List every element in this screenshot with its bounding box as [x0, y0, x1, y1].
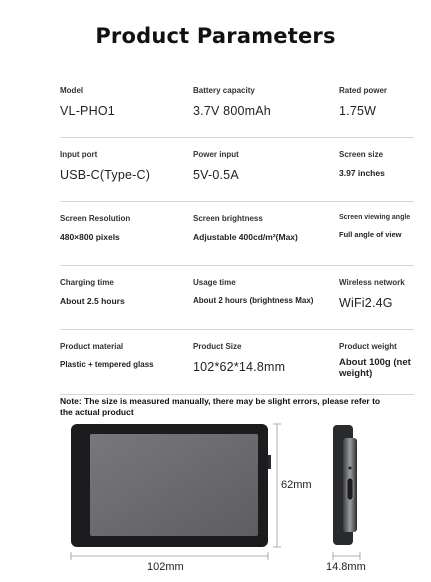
parameter-value: 5V-0.5A [193, 168, 239, 182]
parameter-label: Battery capacity [193, 86, 255, 95]
parameter-label: Wireless network [339, 278, 405, 287]
measurement-note: Note: The size is measured manually, there may be slight errors, please refer to the actual product [60, 396, 381, 417]
usb-c-port [347, 478, 353, 500]
parameter-value: About 100g (net weight) [339, 357, 411, 379]
microphone-hole [349, 467, 352, 470]
parameter-value: Plastic + tempered glass [60, 360, 154, 369]
device-front-view [71, 424, 271, 547]
parameter-label: Product weight [339, 342, 397, 351]
device-screen [90, 434, 258, 536]
height-dimension-line [273, 424, 281, 547]
parameter-value: Full angle of view [339, 230, 402, 239]
parameter-value: 3.97 inches [339, 168, 385, 178]
parameter-value: 480×800 pixels [60, 232, 120, 242]
parameter-label: Product Size [193, 342, 242, 351]
parameter-label: Screen brightness [193, 214, 263, 223]
parameter-label: Screen Resolution [60, 214, 131, 223]
parameter-label: Input port [60, 150, 98, 159]
parameter-label: Power input [193, 150, 239, 159]
parameter-value: Adjustable 400cd/m²(Max) [193, 232, 298, 242]
parameter-label: Screen viewing angle [339, 214, 411, 221]
device-side-view [333, 425, 357, 545]
side-button [268, 455, 271, 469]
parameter-value: 102*62*14.8mm [193, 360, 286, 374]
parameter-label: Screen size [339, 150, 384, 159]
width-dimension-line [71, 552, 268, 560]
parameter-label: Charging time [60, 278, 114, 287]
parameter-label: Product material [60, 342, 124, 351]
page-title: Product Parameters [95, 24, 336, 48]
parameter-label: Rated power [339, 86, 388, 95]
parameter-value: About 2.5 hours [60, 296, 125, 306]
parameter-value: USB-C(Type-C) [60, 168, 151, 182]
depth-dimension-line [333, 552, 360, 560]
parameter-value: 3.7V 800mAh [193, 104, 271, 118]
parameter-label: Model [60, 86, 84, 95]
parameter-value: VL-PHO1 [60, 104, 115, 118]
parameter-value: WiFi2.4G [339, 296, 393, 310]
parameter-label: Usage time [193, 278, 236, 287]
width-dimension-label: 102mm [147, 561, 184, 573]
parameter-value: 1.75W [339, 104, 377, 118]
height-dimension-label: 62mm [281, 479, 312, 491]
depth-dimension-label: 14.8mm [326, 561, 366, 573]
parameter-value: About 2 hours (brightness Max) [193, 296, 314, 305]
